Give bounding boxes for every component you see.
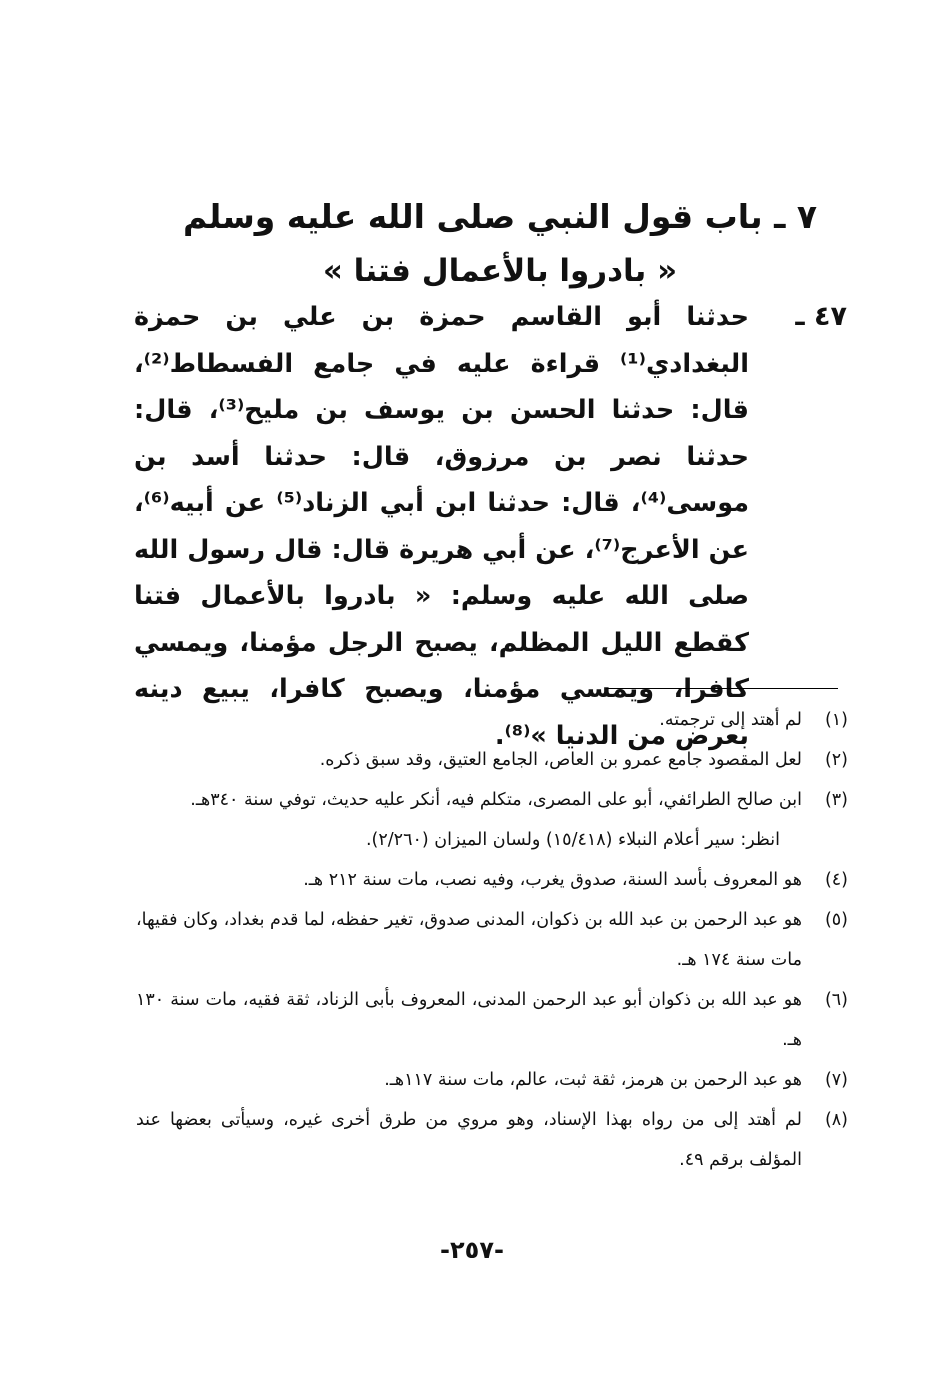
footnote-text: لم أهتد إلى من رواه بهذا الإسناد، وهو مروي من طرق أخرى غيره، وسيأتى بعضها عند المؤلف برقم ٤٩. — [136, 1110, 802, 1170]
footnote — [136, 900, 848, 980]
footnotes — [136, 700, 848, 1180]
footnote — [136, 740, 848, 780]
footnote — [136, 1060, 848, 1100]
footnote-text: ابن صالح الطرائفي، أبو على المصرى، متكلم فيه، أنكر عليه حديث، توفي سنة ٣٤٠هـ. — [190, 790, 802, 810]
page-number: -٢٥٧- — [440, 1236, 504, 1264]
footnote-separator — [606, 688, 838, 689]
footnote-text: هو المعروف بأسد السنة، صدوق يغرب، وفيه نصب، مات سنة ٢١٢ هـ. — [303, 870, 802, 890]
footnote-text: لم أهتد إلى ترجمته. — [659, 710, 802, 730]
footnote — [136, 700, 848, 740]
footnote-number: (٣) — [824, 790, 848, 810]
footnote-text: هو عبد الله بن ذكوان أبو عبد الرحمن المدنى، المعروف بأبى الزناد، ثقة فقيه، مات سنة ١٣٠ هـ. — [136, 990, 802, 1050]
footnote — [136, 780, 848, 820]
hadith-text: حدثنا أبو القاسم حمزة بن علي بن حمزة البغدادي⁽¹⁾ قراءة عليه في جامع الفسطاط⁽²⁾، قال: حدثنا الحسن بن يوسف بن مليح⁽³⁾، قال: حدثنا نصر بن مرزوق، قال: حدثنا أسد بن موسى⁽⁴⁾، قال: حدثنا ابن أبي الزناد⁽⁵⁾ عن أبيه⁽⁶⁾، عن الأعرج⁽⁷⁾، عن أبي هريرة قال: قال رسول الله صلى الله عليه وسلم: « بادروا بالأعمال فتنا كقطع الليل المظلم، يصبح الرجل مؤمنا، ويمسي كافرا، ويمسي مؤمنا، ويصبح كافرا، يبيع دينه بعرض من الدنيا »⁽⁸⁾. — [134, 302, 749, 751]
chapter-title: ٧ ـ باب قول النبي صلى الله عليه وسلم — [183, 197, 817, 236]
footnote-number: (٦) — [824, 990, 848, 1010]
footnote-reference — [136, 820, 848, 860]
footnote — [136, 860, 848, 900]
footnote — [136, 1100, 848, 1180]
footnote-text: لعل المقصود جامع عمرو بن العاص، الجامع العتيق، وقد سبق ذكره. — [319, 750, 802, 770]
footnote-number: (١) — [824, 710, 848, 730]
footnote-text: هو عبد الرحمن بن هرمز، ثقة ثبت، عالم، مات سنة ١١٧هـ. — [384, 1070, 802, 1090]
footnote-number: (٥) — [824, 910, 848, 930]
footnote-text: هو عبد الرحمن بن عبد الله بن ذكوان، المدنى صدوق، تغير حفظه، لما قدم بغداد، وكان فقيها، مات سنة ١٧٤ هـ. — [136, 910, 802, 970]
footnote-text: انظر: سير أعلام النبلاء (١٥/٤١٨) ولسان الميزان (٢/٢٦٠). — [365, 830, 780, 850]
chapter-subtitle: « بادروا بالأعمال فتنا » — [322, 253, 678, 289]
hadith-number: ٤٧ ـ — [795, 301, 847, 332]
footnote-number: (٨) — [824, 1110, 848, 1130]
footnote — [136, 980, 848, 1060]
footnote-number: (٢) — [824, 750, 848, 770]
hadith-block — [134, 294, 847, 759]
footnote-number: (٤) — [824, 870, 848, 890]
footnote-number: (٧) — [824, 1070, 848, 1090]
